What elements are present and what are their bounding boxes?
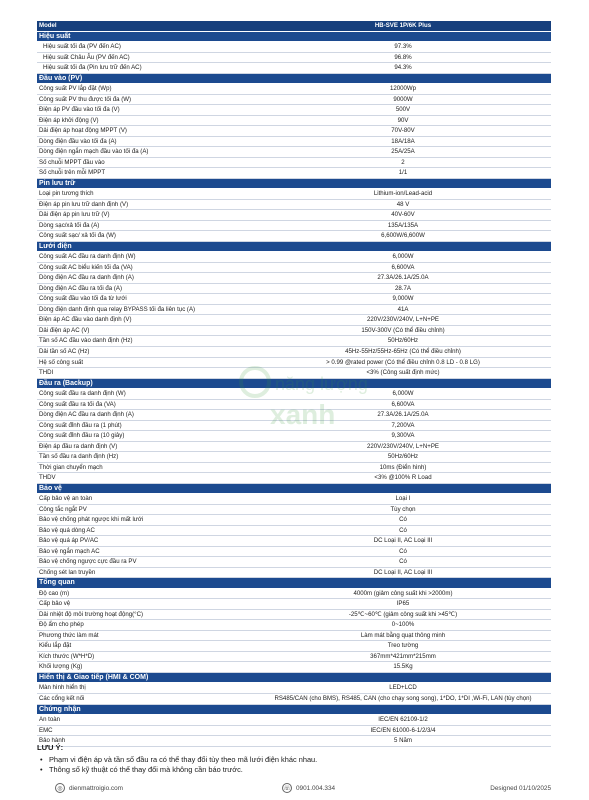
spec-label: Kiểu lắp đặt xyxy=(37,641,255,652)
footer xyxy=(37,782,551,796)
spec-value: 48 V xyxy=(255,199,551,210)
section-title: Lưới điện xyxy=(37,241,551,252)
spec-value: 18A/18A xyxy=(255,136,551,147)
spec-value: LED+LCD xyxy=(255,683,551,694)
spec-value: 41A xyxy=(255,304,551,315)
table-row xyxy=(37,157,551,168)
table-row xyxy=(37,557,551,568)
spec-value: 25A/25A xyxy=(255,147,551,158)
spec-value: 6,000W xyxy=(255,389,551,400)
table-row xyxy=(37,715,551,726)
spec-label: Độ ẩm cho phép xyxy=(37,620,255,631)
table-row xyxy=(37,599,551,610)
spec-value: 28.7A xyxy=(255,283,551,294)
spec-label: Dòng điện AC đầu ra danh định (A) xyxy=(37,410,255,421)
section-header xyxy=(37,578,551,589)
spec-value: 2 xyxy=(255,157,551,168)
spec-value: -25℃~60℃ (giảm công suất khi >45℃) xyxy=(255,609,551,620)
spec-label: Khối lượng (Kg) xyxy=(37,662,255,673)
globe-icon: ◎ xyxy=(55,783,65,793)
spec-value: IEC/EN 62109-1/2 xyxy=(255,715,551,726)
spec-label: Hiệu suất tối đa (PV đến AC) xyxy=(37,42,255,53)
spec-label: Công suất đầu vào tối đa từ lưới xyxy=(37,294,255,305)
spec-label: Điện áp pin lưu trữ danh định (V) xyxy=(37,199,255,210)
spec-label: Công suất sạc/ xả tối đa (W) xyxy=(37,231,255,242)
spec-value: RS485/CAN (cho BMS), RS485, CAN (cho chạy song song), 1*DO, 1*DI ,Wi-Fi, LAN (tùy chọn) xyxy=(255,694,551,705)
table-row xyxy=(37,462,551,473)
spec-label: Bảo vệ quá áp PV/AC xyxy=(37,536,255,547)
spec-value: 10ms (Điển hình) xyxy=(255,462,551,473)
spec-value: 70V-80V xyxy=(255,126,551,137)
spec-value: <3% (Công suất định mức) xyxy=(255,368,551,379)
table-row xyxy=(37,336,551,347)
table-row xyxy=(37,494,551,505)
section-title: Chứng nhận xyxy=(37,704,551,715)
spec-value: 1/1 xyxy=(255,168,551,179)
spec-label: Dòng điện ngắn mạch đầu vào tối đa (A) xyxy=(37,147,255,158)
phone-text[interactable]: 0901.004.334 xyxy=(296,784,336,792)
section-header xyxy=(37,378,551,389)
spec-value: 6,600VA xyxy=(255,399,551,410)
spec-label: Loại pin tương thích xyxy=(37,189,255,200)
footer-phone[interactable] xyxy=(282,782,335,794)
table-row xyxy=(37,136,551,147)
note-item: • Phạm vi điện áp và tần số đầu ra có thể thay đổi tùy theo mã lưới điện khác nhau. xyxy=(40,755,318,764)
spec-label: Cấp bảo vệ xyxy=(37,599,255,610)
table-row xyxy=(37,346,551,357)
spec-table xyxy=(37,21,551,747)
spec-label: Các cổng kết nối xyxy=(37,694,255,705)
spec-value: Làm mát bằng quạt thông minh xyxy=(255,630,551,641)
spec-label: Tần số AC đầu vào danh định (Hz) xyxy=(37,336,255,347)
spec-label: Dòng điện AC đầu ra tối đa (A) xyxy=(37,283,255,294)
spec-value: 50Hz/60Hz xyxy=(255,336,551,347)
spec-label: Độ cao (m) xyxy=(37,588,255,599)
spec-label: Số chuỗi trên mỗi MPPT xyxy=(37,168,255,179)
spec-label: Dải tần số AC (Hz) xyxy=(37,346,255,357)
table-row xyxy=(37,389,551,400)
table-row xyxy=(37,294,551,305)
table-row xyxy=(37,283,551,294)
spec-label: Công tắc ngắt PV xyxy=(37,504,255,515)
spec-value: 220V/230V/240V, L+N+PE xyxy=(255,315,551,326)
table-row xyxy=(37,304,551,315)
table-row xyxy=(37,52,551,63)
section-title: Đầu vào (PV) xyxy=(37,73,551,84)
section-header xyxy=(37,241,551,252)
spec-value: Tùy chọn xyxy=(255,504,551,515)
table-row xyxy=(37,94,551,105)
spec-label: Công suất PV lắp đặt (Wp) xyxy=(37,84,255,95)
table-row xyxy=(37,231,551,242)
spec-label: Điện áp khởi động (V) xyxy=(37,115,255,126)
table-row xyxy=(37,504,551,515)
spec-value: 150V-300V (Có thể điều chỉnh) xyxy=(255,325,551,336)
spec-label: Bảo vệ chống phát ngược khi mất lưới xyxy=(37,515,255,526)
table-row xyxy=(37,651,551,662)
spec-value: 5 Năm xyxy=(255,736,551,747)
spec-label: Công suất đỉnh đầu ra (1 phút) xyxy=(37,420,255,431)
spec-value: 40V-60V xyxy=(255,210,551,221)
table-row xyxy=(37,536,551,547)
footer-designed xyxy=(490,782,551,794)
spec-value: Lithium-ion/Lead-acid xyxy=(255,189,551,200)
section-header xyxy=(37,178,551,189)
spec-value: Có xyxy=(255,515,551,526)
table-row xyxy=(37,452,551,463)
table-row xyxy=(37,620,551,631)
header-label: Model xyxy=(37,21,255,31)
spec-value: Có xyxy=(255,525,551,536)
section-title: Đầu ra (Backup) xyxy=(37,378,551,389)
table-row xyxy=(37,220,551,231)
spec-label: Công suất đỉnh đầu ra (10 giây) xyxy=(37,431,255,442)
spec-value: Có xyxy=(255,557,551,568)
table-row xyxy=(37,368,551,379)
spec-value: 6,600W/6,600W xyxy=(255,231,551,242)
spec-label: Màn hình hiển thị xyxy=(37,683,255,694)
table-row xyxy=(37,273,551,284)
table-row xyxy=(37,683,551,694)
section-title: Pin lưu trữ xyxy=(37,178,551,189)
table-row xyxy=(37,525,551,536)
table-row xyxy=(37,199,551,210)
section-header xyxy=(37,31,551,42)
spec-label: Chống sét lan truyền xyxy=(37,567,255,578)
spec-value: 45Hz-55Hz/55Hz-65Hz (Có thể điều chỉnh) xyxy=(255,346,551,357)
table-row xyxy=(37,210,551,221)
table-row xyxy=(37,515,551,526)
table-row xyxy=(37,473,551,484)
table-row xyxy=(37,641,551,652)
table-row xyxy=(37,546,551,557)
spec-label: Bảo vệ ngắn mạch AC xyxy=(37,546,255,557)
spec-label: Dải nhiệt độ môi trường hoạt động(°C) xyxy=(37,609,255,620)
spec-label: Dòng điện danh định qua relay BYPASS tối đa liên tục (A) xyxy=(37,304,255,315)
table-row xyxy=(37,609,551,620)
spec-label: Hiệu suất Châu Âu (PV đến AC) xyxy=(37,52,255,63)
table-row xyxy=(37,189,551,200)
section-title: Hiệu suất xyxy=(37,31,551,42)
spec-label: Công suất AC biểu kiến tối đa (VA) xyxy=(37,262,255,273)
footer-website[interactable] xyxy=(55,782,123,794)
spec-label: Dải điện áp pin lưu trữ (V) xyxy=(37,210,255,221)
spec-label: Phương thức làm mát xyxy=(37,630,255,641)
spec-label: Bảo hành xyxy=(37,736,255,747)
table-row xyxy=(37,105,551,116)
spec-label: Dải điện áp hoạt động MPPT (V) xyxy=(37,126,255,137)
watermark-text-2: xanh xyxy=(270,399,336,430)
spec-value: 7,200VA xyxy=(255,420,551,431)
table-row xyxy=(37,420,551,431)
spec-value: IP65 xyxy=(255,599,551,610)
table-row xyxy=(37,168,551,179)
spec-label: Điện áp PV đầu vào tối đa (V) xyxy=(37,105,255,116)
spec-label: Công suất đầu ra danh định (W) xyxy=(37,389,255,400)
spec-label: THDV xyxy=(37,473,255,484)
table-row xyxy=(37,115,551,126)
spec-value: 4000m (giảm công suất khi >2000m) xyxy=(255,588,551,599)
spec-label: Công suất đầu ra tối đa (VA) xyxy=(37,399,255,410)
section-title: Hiển thị & Giao tiếp (HMI & COM) xyxy=(37,672,551,683)
table-row xyxy=(37,63,551,74)
spec-value: 220V/230V/240V, L+N+PE xyxy=(255,441,551,452)
spec-label: Dòng sạc/xả tối đa (A) xyxy=(37,220,255,231)
spec-label: Dải điện áp AC (V) xyxy=(37,325,255,336)
spec-label: Kích thước (W*H*D) xyxy=(37,651,255,662)
section-header xyxy=(37,483,551,494)
spec-label: Bảo vệ quá dòng AC xyxy=(37,525,255,536)
spec-value: Loại I xyxy=(255,494,551,505)
spec-value: > 0.99 @rated power (Có thể điều chỉnh 0.8 LD - 0.8 LG) xyxy=(255,357,551,368)
spec-label: Cấp bảo vệ an toàn xyxy=(37,494,255,505)
notes xyxy=(37,743,551,775)
note-text: Thông số kỹ thuật có thể thay đổi mà không cần báo trước. xyxy=(49,765,243,774)
spec-label: Hiệu suất tối đa (Pin lưu trữ đến AC) xyxy=(37,63,255,74)
spec-value: 9000W xyxy=(255,94,551,105)
spec-label: EMC xyxy=(37,725,255,736)
table-row xyxy=(37,630,551,641)
table-row xyxy=(37,357,551,368)
table-row xyxy=(37,410,551,421)
spec-label: THDI xyxy=(37,368,255,379)
spec-value: 27.3A/26.1A/25.0A xyxy=(255,410,551,421)
spec-label: Số chuỗi MPPT đầu vào xyxy=(37,157,255,168)
note-item: • Thông số kỹ thuật có thể thay đổi mà không cần báo trước. xyxy=(40,765,243,774)
spec-value: 135A/135A xyxy=(255,220,551,231)
table-row xyxy=(37,126,551,137)
spec-label: Dòng điện đầu vào tối đa (A) xyxy=(37,136,255,147)
spec-value: 97.3% xyxy=(255,42,551,53)
table-row xyxy=(37,694,551,705)
section-title: Bảo vệ xyxy=(37,483,551,494)
table-row xyxy=(37,325,551,336)
spec-label: Điện áp đầu ra danh định (V) xyxy=(37,441,255,452)
table-header-row xyxy=(37,21,551,31)
spec-value: 9,300VA xyxy=(255,431,551,442)
spec-label: An toàn xyxy=(37,715,255,726)
table-row xyxy=(37,399,551,410)
spec-value: 94.3% xyxy=(255,63,551,74)
section-title: Tổng quan xyxy=(37,578,551,589)
spec-label: Hệ số công suất xyxy=(37,357,255,368)
spec-value: 367mm*421mm*215mm xyxy=(255,651,551,662)
section-header xyxy=(37,73,551,84)
website-text[interactable]: dienmattroigio.com xyxy=(69,784,123,792)
spec-label: Điện áp AC đầu vào danh định (V) xyxy=(37,315,255,326)
spec-value: IEC/EN 61000-6-1/2/3/4 xyxy=(255,725,551,736)
table-row xyxy=(37,84,551,95)
spec-label: Dòng điện AC đầu ra danh định (A) xyxy=(37,273,255,284)
section-header xyxy=(37,704,551,715)
spec-value: 90V xyxy=(255,115,551,126)
table-row xyxy=(37,662,551,673)
spec-sheet xyxy=(37,21,551,747)
table-row xyxy=(37,147,551,158)
table-row xyxy=(37,42,551,53)
spec-label: Công suất AC đầu ra danh định (W) xyxy=(37,252,255,263)
spec-value: 27.3A/26.1A/25.0A xyxy=(255,273,551,284)
table-row xyxy=(37,262,551,273)
table-row xyxy=(37,431,551,442)
section-header xyxy=(37,672,551,683)
spec-value: Có xyxy=(255,546,551,557)
model-name: HB-SVE 1P/6K Plus xyxy=(255,21,551,31)
spec-value: 500V xyxy=(255,105,551,116)
designed-text: Designed 01/10/2025 xyxy=(490,784,551,792)
spec-value: <3% @100% R Load xyxy=(255,473,551,484)
spec-label: Công suất PV thu được tối đa (W) xyxy=(37,94,255,105)
spec-label: Thời gian chuyển mạch xyxy=(37,462,255,473)
table-row xyxy=(37,588,551,599)
spec-value: 15.5Kg xyxy=(255,662,551,673)
phone-icon: ☏ xyxy=(282,783,292,793)
spec-value: Treo tường xyxy=(255,641,551,652)
spec-value: 0~100% xyxy=(255,620,551,631)
spec-value: DC Loại II, AC Loại III xyxy=(255,567,551,578)
table-row xyxy=(37,315,551,326)
spec-value: 96.8% xyxy=(255,52,551,63)
spec-value: DC Loại II, AC Loại III xyxy=(255,536,551,547)
spec-label: Bảo vệ chống ngược cực đầu ra PV xyxy=(37,557,255,568)
spec-value: 50Hz/60Hz xyxy=(255,452,551,463)
table-row xyxy=(37,567,551,578)
spec-value: 9,000W xyxy=(255,294,551,305)
spec-label: Tần số đầu ra danh định (Hz) xyxy=(37,452,255,463)
table-row xyxy=(37,441,551,452)
spec-value: 12000Wp xyxy=(255,84,551,95)
spec-value: 6,000W xyxy=(255,252,551,263)
notes-title: LƯU Ý: xyxy=(37,743,64,752)
spec-value: 6,600VA xyxy=(255,262,551,273)
note-text: Phạm vi điện áp và tần số đầu ra có thể thay đổi tùy theo mã lưới điện khác nhau. xyxy=(49,755,318,764)
table-row xyxy=(37,252,551,263)
table-row xyxy=(37,725,551,736)
